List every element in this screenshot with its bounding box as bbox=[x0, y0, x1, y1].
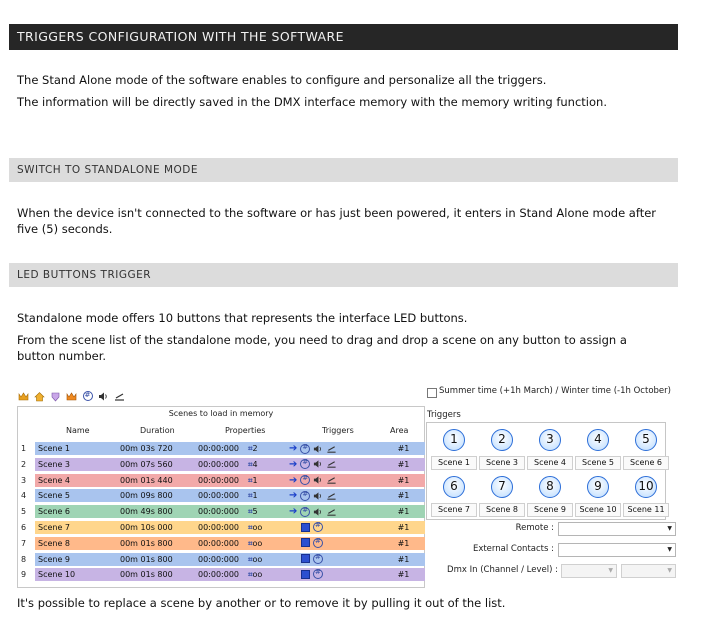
table-row[interactable] bbox=[18, 457, 426, 472]
scene-duration: 00m 10s 000 bbox=[117, 521, 195, 534]
scene-area: #1 bbox=[379, 442, 425, 455]
scene-area: #1 bbox=[379, 537, 425, 550]
properties-value: 1 bbox=[252, 475, 258, 485]
led-button-scene-slot[interactable]: Scene 5 bbox=[575, 456, 621, 470]
scene-area: #1 bbox=[379, 489, 425, 502]
col-header-area[interactable]: Area bbox=[390, 426, 409, 435]
row-number: 5 bbox=[21, 507, 27, 517]
stop-square-icon[interactable] bbox=[301, 523, 310, 532]
scene-duration: 00m 03s 720 bbox=[117, 442, 195, 455]
section-title-triggers: TRIGGERS CONFIGURATION WITH THE SOFTWARE bbox=[9, 24, 678, 50]
properties-value: 5 bbox=[252, 507, 258, 517]
summer-time-label: Summer time (+1h March) / Winter time (-1h October) bbox=[439, 386, 671, 396]
col-header-name[interactable]: Name bbox=[66, 426, 90, 435]
properties-value: oo bbox=[252, 538, 263, 548]
dimmer-icon[interactable] bbox=[326, 491, 337, 501]
sound-icon[interactable] bbox=[313, 491, 323, 501]
trigger-icons bbox=[289, 475, 337, 486]
table-row[interactable] bbox=[18, 552, 426, 567]
scene-name[interactable]: Scene 3 bbox=[35, 458, 117, 471]
scene-name[interactable]: Scene 7 bbox=[35, 521, 117, 534]
trigger-icons bbox=[301, 522, 323, 532]
properties-value: 4 bbox=[252, 459, 258, 469]
arrow-right-icon[interactable]: ➔ bbox=[289, 458, 298, 470]
properties-value: 2 bbox=[252, 444, 258, 453]
intro-line-2: The information will be directly saved in the DMX interface memory with the memory writing function. bbox=[17, 95, 607, 109]
led-button-1[interactable]: 1 bbox=[443, 429, 465, 451]
trigger-icons bbox=[289, 443, 337, 454]
row-number: 4 bbox=[21, 491, 27, 501]
scene-properties bbox=[245, 537, 287, 550]
triggers-label: Triggers bbox=[427, 410, 461, 420]
hash-circle-icon[interactable] bbox=[313, 522, 323, 532]
home-icon[interactable] bbox=[34, 391, 45, 402]
hash-circle-icon[interactable] bbox=[300, 475, 310, 485]
scene-properties bbox=[245, 474, 287, 487]
dimmer-icon[interactable] bbox=[326, 507, 337, 517]
properties-value: oo bbox=[252, 554, 263, 564]
table-row[interactable] bbox=[18, 488, 426, 503]
col-header-duration[interactable]: Duration bbox=[140, 426, 175, 435]
trigger-icons bbox=[289, 506, 337, 517]
sound-icon[interactable] bbox=[313, 444, 323, 454]
dimmer-icon[interactable] bbox=[326, 459, 337, 469]
properties-value: 1 bbox=[252, 491, 258, 501]
scene-area: #1 bbox=[379, 458, 425, 471]
dmx-level-select[interactable] bbox=[621, 564, 676, 578]
led-text-1: Standalone mode offers 10 buttons that represents the interface LED buttons. bbox=[17, 311, 468, 325]
properties-icon: ⌗ bbox=[248, 538, 253, 548]
crown-orange-icon[interactable] bbox=[66, 391, 77, 402]
scene-time: 00:00:000 bbox=[195, 489, 245, 502]
properties-icon: ⌗ bbox=[248, 523, 253, 532]
table-row[interactable] bbox=[18, 567, 426, 582]
properties-value: oo bbox=[252, 523, 263, 532]
scene-duration: 00m 01s 800 bbox=[117, 568, 195, 581]
sound-icon[interactable] bbox=[313, 459, 323, 469]
led-button-2[interactable]: 2 bbox=[491, 429, 513, 451]
scene-duration: 00m 49s 800 bbox=[117, 505, 195, 518]
row-number: 1 bbox=[21, 444, 27, 453]
section-title-switch: SWITCH TO STANDALONE MODE bbox=[9, 158, 678, 182]
scene-time: 00:00:000 bbox=[195, 553, 245, 566]
led-button-9[interactable]: 9 bbox=[587, 476, 609, 498]
dimmer-icon[interactable] bbox=[326, 475, 337, 485]
section-title-led: LED BUTTONS TRIGGER bbox=[9, 263, 678, 287]
hash-circle-icon[interactable] bbox=[300, 459, 310, 469]
scene-area: #1 bbox=[379, 474, 425, 487]
led-button-scene-slot[interactable]: Scene 4 bbox=[527, 456, 573, 470]
led-button-scene-slot[interactable]: Scene 8 bbox=[479, 503, 525, 517]
hash-circle-icon[interactable] bbox=[313, 554, 323, 564]
remote-select[interactable] bbox=[558, 522, 676, 536]
scene-name[interactable]: Scene 9 bbox=[35, 553, 117, 566]
stop-square-icon[interactable] bbox=[301, 538, 310, 547]
scene-properties bbox=[245, 489, 287, 502]
dmx-in-label: Dmx In (Channel / Level) : bbox=[447, 565, 558, 575]
row-number: 2 bbox=[21, 459, 27, 469]
trigger-icons bbox=[301, 538, 323, 548]
scene-duration: 00m 07s 560 bbox=[117, 458, 195, 471]
row-number: 7 bbox=[21, 538, 27, 548]
trigger-icons bbox=[289, 490, 337, 501]
scene-area: #1 bbox=[379, 521, 425, 534]
row-number: 8 bbox=[21, 554, 27, 564]
scene-time: 00:00:000 bbox=[195, 505, 245, 518]
dimmer-icon[interactable] bbox=[326, 444, 337, 454]
scene-duration: 00m 01s 800 bbox=[117, 537, 195, 550]
scene-properties bbox=[245, 553, 287, 566]
trigger-icons bbox=[289, 459, 337, 470]
scene-properties bbox=[245, 458, 287, 471]
arrow-right-icon[interactable]: ➔ bbox=[289, 443, 298, 454]
scene-name[interactable]: Scene 4 bbox=[35, 474, 117, 487]
trigger-icons bbox=[301, 554, 323, 564]
stop-square-icon[interactable] bbox=[301, 554, 310, 563]
scene-time: 00:00:000 bbox=[195, 537, 245, 550]
table-row[interactable] bbox=[18, 504, 426, 519]
scene-time: 00:00:000 bbox=[195, 442, 245, 455]
triggers-box bbox=[426, 422, 666, 520]
toolbar bbox=[18, 388, 125, 404]
crown-icon[interactable] bbox=[18, 391, 29, 402]
shield-down-icon[interactable] bbox=[50, 391, 61, 402]
sound-icon[interactable] bbox=[98, 391, 109, 402]
scene-area: #1 bbox=[379, 553, 425, 566]
properties-icon: ⌗ bbox=[248, 459, 253, 469]
software-screenshot bbox=[14, 386, 674, 589]
hash-circle-icon[interactable] bbox=[313, 538, 323, 548]
scene-properties bbox=[245, 521, 287, 534]
arrow-right-icon[interactable]: ➔ bbox=[289, 506, 298, 518]
led-button-6[interactable]: 6 bbox=[443, 476, 465, 498]
led-button-scene-slot[interactable]: Scene 7 bbox=[431, 503, 477, 517]
row-number: 3 bbox=[21, 475, 27, 485]
scene-name[interactable]: Scene 5 bbox=[35, 489, 117, 502]
hash-circle-icon[interactable] bbox=[300, 444, 310, 454]
table-row[interactable] bbox=[18, 520, 426, 535]
row-number: 9 bbox=[21, 570, 27, 580]
led-button-scene-slot[interactable]: Scene 10 bbox=[575, 503, 621, 517]
scene-properties bbox=[245, 505, 287, 518]
dimmer-icon[interactable] bbox=[114, 391, 125, 402]
led-button-scene-slot[interactable]: Scene 3 bbox=[479, 456, 525, 470]
scene-name[interactable]: Scene 6 bbox=[35, 505, 117, 518]
table-row[interactable] bbox=[18, 441, 426, 456]
col-header-triggers[interactable]: Triggers bbox=[322, 426, 354, 435]
scene-grid bbox=[17, 406, 425, 588]
scene-name[interactable]: Scene 10 bbox=[35, 568, 117, 581]
properties-icon: ⌗ bbox=[248, 444, 253, 453]
sound-icon[interactable] bbox=[313, 507, 323, 517]
external-contacts-select[interactable] bbox=[558, 543, 676, 557]
scene-duration: 00m 09s 800 bbox=[117, 489, 195, 502]
properties-icon: ⌗ bbox=[248, 491, 253, 501]
properties-value: oo bbox=[252, 570, 263, 580]
hash-circle-icon[interactable] bbox=[300, 507, 310, 517]
led-button-scene-slot[interactable]: Scene 9 bbox=[527, 503, 573, 517]
intro-line-1: The Stand Alone mode of the software enables to configure and personalize all the triggers. bbox=[17, 73, 547, 87]
remote-label: Remote : bbox=[515, 523, 554, 533]
stop-square-icon[interactable] bbox=[301, 570, 310, 579]
scene-area: #1 bbox=[379, 505, 425, 518]
arrow-right-icon[interactable]: ➔ bbox=[289, 490, 298, 502]
external-contacts-label: External Contacts : bbox=[472, 544, 554, 554]
trigger-icons bbox=[301, 569, 323, 579]
led-button-10[interactable]: 10 bbox=[635, 476, 657, 498]
properties-icon: ⌗ bbox=[248, 475, 253, 485]
led-text-2: From the scene list of the standalone mode, you need to drag and drop a scene on any button to assign a button number. bbox=[17, 333, 627, 363]
hash-circle-icon[interactable] bbox=[313, 569, 323, 579]
scene-time: 00:00:000 bbox=[195, 458, 245, 471]
scene-time: 00:00:000 bbox=[195, 568, 245, 581]
scene-properties bbox=[245, 568, 287, 581]
row-number: 6 bbox=[21, 523, 27, 532]
led-button-4[interactable]: 4 bbox=[587, 429, 609, 451]
footer-text: It's possible to replace a scene by another or to remove it by pulling it out of the list. bbox=[17, 596, 506, 610]
scene-name[interactable]: Scene 1 bbox=[35, 442, 117, 455]
col-header-properties[interactable]: Properties bbox=[225, 426, 266, 435]
dmx-channel-select[interactable] bbox=[561, 564, 617, 578]
led-button-scene-slot[interactable]: Scene 11 bbox=[623, 503, 669, 517]
grid-caption: Scenes to load in memory bbox=[168, 409, 274, 418]
sound-icon[interactable] bbox=[313, 475, 323, 485]
led-button-scene-slot[interactable]: Scene 6 bbox=[623, 456, 669, 470]
table-row[interactable] bbox=[18, 473, 426, 488]
scene-name[interactable]: Scene 8 bbox=[35, 537, 117, 550]
table-row[interactable] bbox=[18, 536, 426, 551]
scene-area: #1 bbox=[379, 568, 425, 581]
scene-time: 00:00:000 bbox=[195, 521, 245, 534]
hash-circle-icon[interactable] bbox=[300, 491, 310, 501]
scene-duration: 00m 01s 440 bbox=[117, 474, 195, 487]
switch-text: When the device isn't connected to the software or has just been powered, it enters in Stand Alone mode after five (5) seconds. bbox=[17, 206, 657, 236]
properties-icon: ⌗ bbox=[248, 507, 253, 517]
led-button-3[interactable]: 3 bbox=[539, 429, 561, 451]
led-button-5[interactable]: 5 bbox=[635, 429, 657, 451]
arrow-right-icon[interactable]: ➔ bbox=[289, 474, 298, 486]
led-button-7[interactable]: 7 bbox=[491, 476, 513, 498]
properties-icon: ⌗ bbox=[248, 554, 253, 564]
hash-circle-icon[interactable] bbox=[82, 391, 93, 402]
standalone-panel bbox=[424, 386, 674, 589]
properties-icon: ⌗ bbox=[248, 570, 253, 580]
scene-duration: 00m 01s 800 bbox=[117, 553, 195, 566]
scene-time: 00:00:000 bbox=[195, 474, 245, 487]
led-button-scene-slot[interactable]: Scene 1 bbox=[431, 456, 477, 470]
summer-time-checkbox[interactable] bbox=[427, 388, 437, 398]
led-button-8[interactable]: 8 bbox=[539, 476, 561, 498]
scene-properties bbox=[245, 442, 287, 455]
